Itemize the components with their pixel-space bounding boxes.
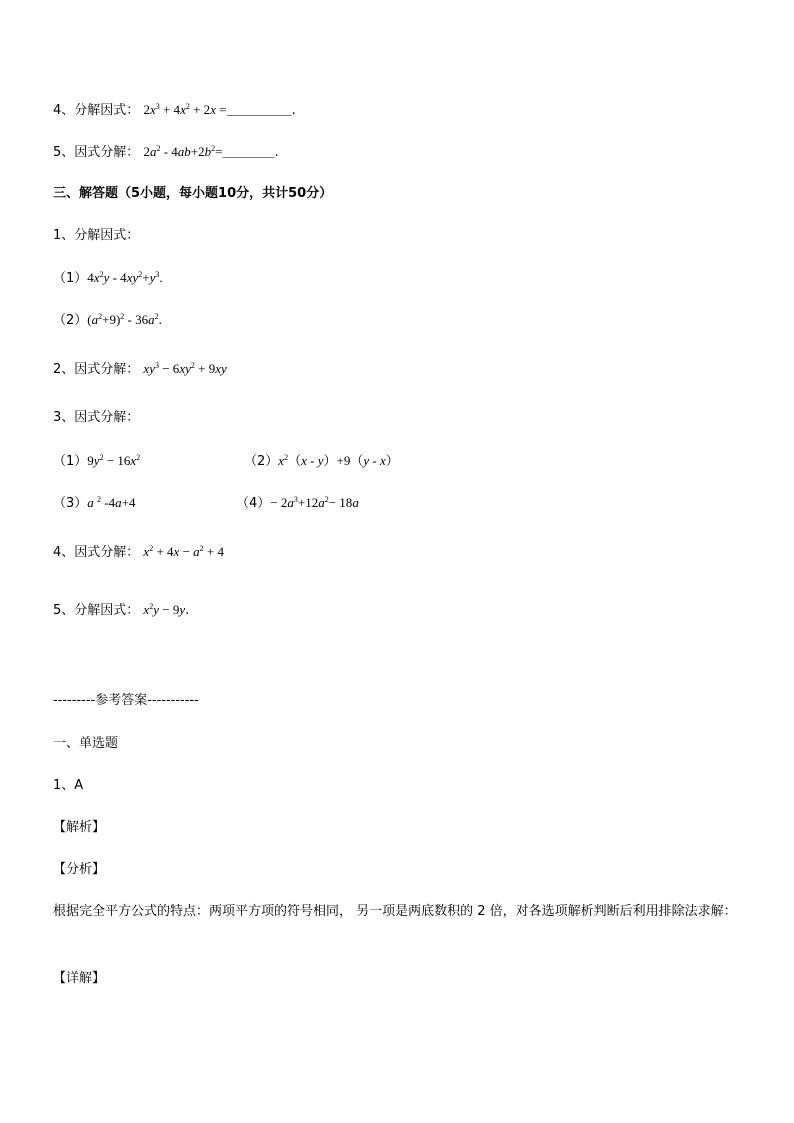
math-expression: $2a^2 - 4ab+2b^2=$ — [143, 144, 223, 159]
problem-3-title: 3、因式分解： — [53, 410, 140, 425]
math-expression: $x^2y - 9y$ — [143, 602, 186, 617]
answer-1: 1、A — [53, 778, 84, 793]
math-expression: $x^2(x - y)+9(y - x)$ — [278, 453, 399, 468]
problem-3-part-2: $(2)x^2(x - y)+9(y - x)$ — [244, 453, 399, 469]
math-expression: $9y^2 - 16x^2$ — [87, 453, 141, 468]
problem-2: 2、因式分解： $xy^3 - 6xy^2 + 9xy$ — [53, 361, 227, 377]
math-expression: $x^2 + 4x - a^2 + 4$ — [143, 544, 225, 559]
math-expression: $4x^2y - 4xy^2+y^3$. — [87, 270, 163, 285]
problem-1-title: 1、分解因式： — [53, 228, 140, 243]
answer-blank: ＿＿＿＿＿ — [226, 103, 292, 118]
problem-4: 4、因式分解： $x^2 + 4x - a^2 + 4$ — [53, 544, 225, 560]
math-expression: $xy^3 - 6xy^2 + 9xy$ — [143, 361, 227, 376]
math-expression: $2x^3 + 4x^2 + 2x$ = — [143, 102, 227, 117]
problem-3-part-1: $(1)9y^2 - 16x^2$ — [53, 453, 141, 469]
math-expression: − $2a^3+12a^2- 18a$ — [270, 495, 359, 510]
math-expression: a $^2$ -4a+4 — [87, 495, 136, 510]
section-heading: 三、解答题（5小题，每小题10分，共计50分） — [53, 186, 333, 201]
xiangjie-label: 【详解】 — [53, 971, 106, 986]
answer-divider: ---------参考答案----------- — [53, 693, 199, 708]
problem-5: 5、分解因式： $x^2y - 9y$. — [53, 602, 190, 618]
fill-question-4: 4、分解因式： $2x^3 + 4x^2 + 2x$ =＿＿＿＿＿. — [53, 102, 296, 118]
problem-1-part-2: $(2)(a^2+9)^2 - 36a^2$. — [53, 312, 162, 328]
problem-1-part-1: $(1)4x^2y - 4xy^2+y^3$. — [53, 270, 163, 286]
analysis-paragraph: 根据完全平方公式的特点：两项平方项的符号相同， 另一项是两底数积的 2 倍，对各选项解析判断后利用排除法求解： — [53, 904, 737, 919]
problem-3-part-4: $(4)- 2a^3+12a^2- 18a$ — [236, 495, 359, 511]
answer-blank: ＿＿＿＿ — [222, 145, 275, 160]
problem-3-part-3: （3）a $^2$ -4a+4 — [53, 495, 136, 511]
jiexi-label: 【解析】 — [53, 820, 106, 835]
math-expression: $(a^2+9)^2 - 36a^2$. — [87, 312, 162, 327]
fill-question-5: 5、因式分解： $2a^2$ - $4ab+2b^2=\_\_\_\_$. — [53, 144, 279, 160]
fenxi-label: 【分析】 — [53, 862, 106, 877]
answer-section-heading: 一、单选题 — [53, 736, 119, 751]
